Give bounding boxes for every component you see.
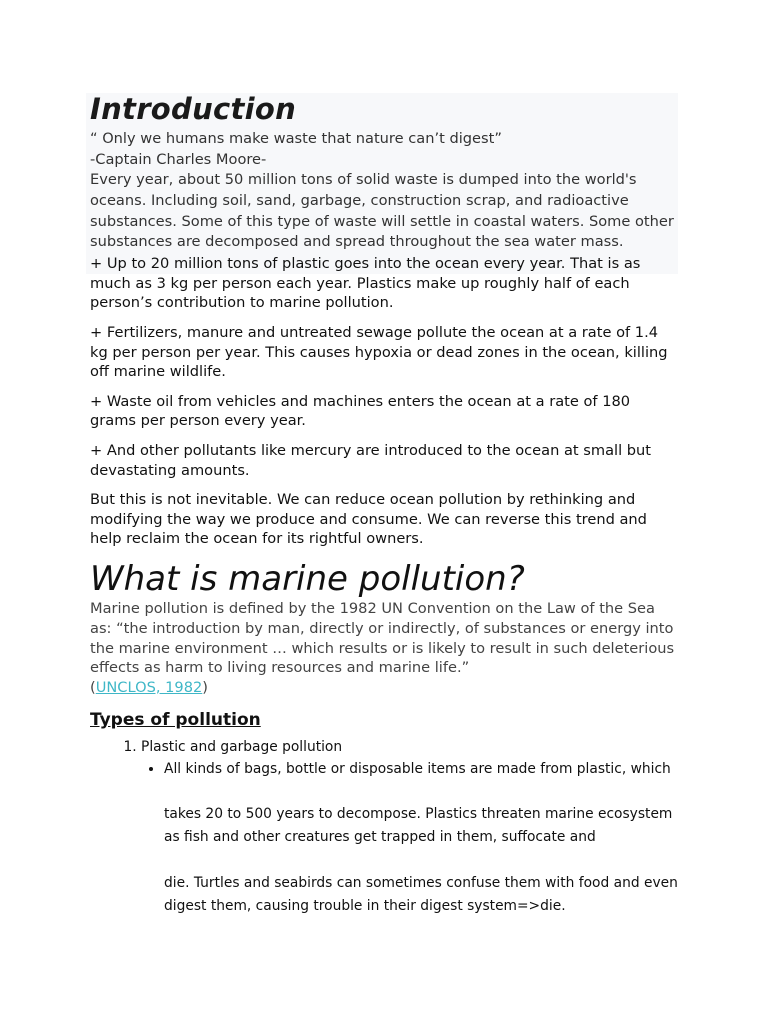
- intro-quote: “ Only we humans make waste that nature can’t digest”: [90, 130, 502, 147]
- types-list: [90, 738, 680, 918]
- document-page: [90, 92, 680, 917]
- citation-close: ): [202, 679, 208, 697]
- fact-mercury: + And other pollutants like mercury are introduced to the ocean at small but devastating amounts.: [90, 441, 652, 479]
- fact-plastic: + Up to 20 million tons of plastic goes into the ocean every year. That is as much as 3 kg per person each year. Plastics make up roughly half of each person’s contribution to marine pollution.: [90, 255, 641, 312]
- types-heading: Types of pollution: [90, 709, 261, 730]
- closing-paragraph: But this is not inevitable. We can reduce ocean pollution by rethinking and modifying the way we produce and consume. We can reverse this trend and help reclaim the ocean for its rightful owners.: [90, 491, 647, 548]
- type-label: Plastic and garbage pollution: [141, 738, 343, 755]
- intro-heading: Introduction: [90, 92, 297, 126]
- marine-definition: [90, 599, 680, 698]
- plastic-bullets: [141, 758, 680, 918]
- bullet-text: All kinds of bags, bottle or disposable items are made from plastic, which takes 20 to 500 years to decompose. Plastics threaten marine ecosystem as fish and other creatures get trapped in them, suffocate and die. Turtles and seabirds can sometimes confuse them with food and even digest them, causing trouble in their digest system=>die.: [164, 760, 678, 914]
- intro-paragraph: Every year, about 50 million tons of solid waste is dumped into the world's oceans. Including soil, sand, garbage, construction scrap, and radioactive substances. Some of this type of waste will settle in coastal waters. Some other substances are decomposed and spread throughout the sea water mass.: [90, 171, 674, 251]
- fact-fertilizers: + Fertilizers, manure and untreated sewage pollute the ocean at a rate of 1.4 kg per person per year. This causes hypoxia or dead zones in the ocean, killing off marine wildlife.: [90, 323, 668, 381]
- citation-open: (: [90, 679, 96, 697]
- bullet-item: [164, 758, 680, 918]
- unclos-link[interactable]: UNCLOS, 1982: [95, 679, 203, 697]
- quote-author: -Captain Charles Moore-: [90, 150, 267, 168]
- definition-text: Marine pollution is defined by the 1982 UN Convention on the Law of the Sea as: “the introduction by man, directly or indirectly, of substances or energy into the marine environment … which results or is likely to result in such deleterious effects as harm to living resources and marine life.”: [90, 599, 675, 677]
- type-item-plastic: [141, 738, 680, 918]
- fact-waste-oil: + Waste oil from vehicles and machines enters the ocean at a rate of 180 grams per person every year.: [90, 392, 631, 430]
- marine-heading: What is marine pollution?: [90, 558, 525, 599]
